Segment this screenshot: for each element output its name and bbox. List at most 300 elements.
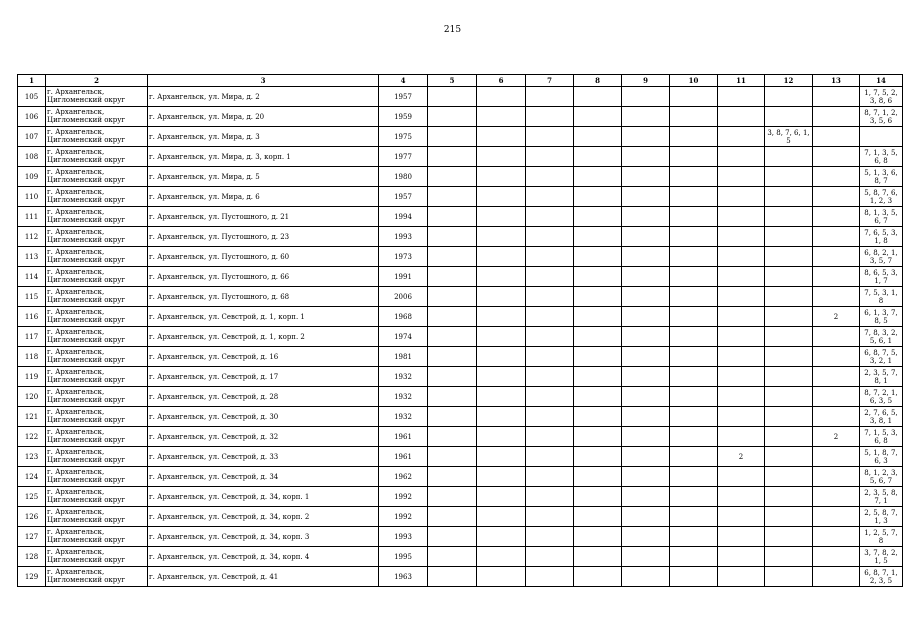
col12-cell	[765, 387, 813, 407]
col6-cell	[477, 407, 526, 427]
table-row	[18, 187, 903, 207]
col7-cell	[526, 387, 574, 407]
year-cell: 1993	[379, 227, 428, 247]
col5-cell	[428, 447, 477, 467]
col9-cell	[622, 407, 670, 427]
row-number-cell: 122	[18, 427, 46, 447]
col9-cell	[622, 107, 670, 127]
col12-cell	[765, 547, 813, 567]
district-cell: г. Архангельск, Цигломенский округ	[46, 347, 148, 367]
address-cell: г. Архангельск, ул. Мира, д. 2	[148, 87, 379, 107]
col9-cell	[622, 327, 670, 347]
address-cell: г. Архангельск, ул. Пустошного, д. 66	[148, 267, 379, 287]
col10-cell	[670, 167, 718, 187]
col8-cell	[574, 347, 622, 367]
col10-cell	[670, 327, 718, 347]
col6-cell	[477, 87, 526, 107]
year-cell: 1957	[379, 187, 428, 207]
row-number-cell: 126	[18, 507, 46, 527]
col11-cell	[718, 247, 765, 267]
table-row	[18, 527, 903, 547]
col7-cell	[526, 467, 574, 487]
col8-cell	[574, 127, 622, 147]
year-cell: 1980	[379, 167, 428, 187]
col5-cell	[428, 547, 477, 567]
col5-cell	[428, 127, 477, 147]
district-cell: г. Архангельск, Цигломенский округ	[46, 267, 148, 287]
district-cell: г. Архангельск, Цигломенский округ	[46, 107, 148, 127]
col12-cell	[765, 167, 813, 187]
col8-cell	[574, 187, 622, 207]
col13-cell	[813, 87, 860, 107]
table-row	[18, 147, 903, 167]
col6-cell	[477, 427, 526, 447]
district-cell: г. Архангельск, Цигломенский округ	[46, 487, 148, 507]
col12-cell: 3, 8, 7, 6, 1, 5	[765, 127, 813, 147]
column-header: 1	[18, 75, 46, 87]
col14-cell: 6, 8, 2, 1, 3, 5, 7	[860, 247, 903, 267]
col8-cell	[574, 147, 622, 167]
col6-cell	[477, 567, 526, 587]
address-cell: г. Архангельск, ул. Севстрой, д. 34	[148, 467, 379, 487]
col9-cell	[622, 227, 670, 247]
col8-cell	[574, 327, 622, 347]
col10-cell	[670, 267, 718, 287]
district-cell: г. Архангельск, Цигломенский округ	[46, 567, 148, 587]
col7-cell	[526, 227, 574, 247]
col9-cell	[622, 387, 670, 407]
col10-cell	[670, 567, 718, 587]
col13-cell	[813, 147, 860, 167]
col7-cell	[526, 487, 574, 507]
address-cell: г. Архангельск, ул. Севстрой, д. 17	[148, 367, 379, 387]
district-cell: г. Архангельск, Цигломенский округ	[46, 367, 148, 387]
col9-cell	[622, 207, 670, 227]
row-number-cell: 114	[18, 267, 46, 287]
col11-cell	[718, 527, 765, 547]
year-cell: 1994	[379, 207, 428, 227]
column-header: 7	[526, 75, 574, 87]
col9-cell	[622, 507, 670, 527]
col5-cell	[428, 107, 477, 127]
column-header: 6	[477, 75, 526, 87]
col14-cell: 1, 2, 5, 7, 8	[860, 527, 903, 547]
address-cell: г. Архангельск, ул. Севстрой, д. 28	[148, 387, 379, 407]
col7-cell	[526, 367, 574, 387]
col13-cell	[813, 227, 860, 247]
address-cell: г. Архангельск, ул. Пустошного, д. 60	[148, 247, 379, 267]
col8-cell	[574, 247, 622, 267]
col12-cell	[765, 307, 813, 327]
col11-cell: 2	[718, 447, 765, 467]
col13-cell	[813, 447, 860, 467]
table-row	[18, 127, 903, 147]
col8-cell	[574, 387, 622, 407]
col7-cell	[526, 327, 574, 347]
col10-cell	[670, 107, 718, 127]
table-row	[18, 567, 903, 587]
col10-cell	[670, 547, 718, 567]
col7-cell	[526, 107, 574, 127]
table-row	[18, 307, 903, 327]
table-row	[18, 87, 903, 107]
year-cell: 1992	[379, 487, 428, 507]
district-cell: г. Архангельск, Цигломенский округ	[46, 127, 148, 147]
col13-cell	[813, 487, 860, 507]
col13-cell	[813, 207, 860, 227]
col7-cell	[526, 347, 574, 367]
col5-cell	[428, 347, 477, 367]
col9-cell	[622, 187, 670, 207]
col7-cell	[526, 407, 574, 427]
column-header: 13	[813, 75, 860, 87]
row-number-cell: 129	[18, 567, 46, 587]
col10-cell	[670, 287, 718, 307]
col9-cell	[622, 147, 670, 167]
column-header: 2	[46, 75, 148, 87]
column-header: 3	[148, 75, 379, 87]
col6-cell	[477, 547, 526, 567]
district-cell: г. Архангельск, Цигломенский округ	[46, 327, 148, 347]
col13-cell	[813, 127, 860, 147]
col5-cell	[428, 527, 477, 547]
column-header: 4	[379, 75, 428, 87]
year-cell: 1981	[379, 347, 428, 367]
col6-cell	[477, 447, 526, 467]
col10-cell	[670, 527, 718, 547]
row-number-cell: 109	[18, 167, 46, 187]
col7-cell	[526, 207, 574, 227]
year-cell: 1932	[379, 367, 428, 387]
col14-cell: 5, 1, 8, 7, 6, 3	[860, 447, 903, 467]
col8-cell	[574, 547, 622, 567]
col12-cell	[765, 447, 813, 467]
year-cell: 1959	[379, 107, 428, 127]
col14-cell: 6, 8, 7, 1, 2, 3, 5	[860, 567, 903, 587]
col12-cell	[765, 407, 813, 427]
col6-cell	[477, 127, 526, 147]
col11-cell	[718, 467, 765, 487]
col13-cell	[813, 507, 860, 527]
col6-cell	[477, 207, 526, 227]
address-cell: г. Архангельск, ул. Пустошного, д. 23	[148, 227, 379, 247]
col6-cell	[477, 467, 526, 487]
col14-cell: 7, 1, 5, 3, 6, 8	[860, 427, 903, 447]
address-cell: г. Архангельск, ул. Севстрой, д. 1, корп. 2	[148, 327, 379, 347]
col13-cell: 2	[813, 307, 860, 327]
col12-cell	[765, 527, 813, 547]
row-number-cell: 116	[18, 307, 46, 327]
col12-cell	[765, 147, 813, 167]
table-row	[18, 387, 903, 407]
district-cell: г. Архангельск, Цигломенский округ	[46, 187, 148, 207]
col7-cell	[526, 547, 574, 567]
col11-cell	[718, 567, 765, 587]
col5-cell	[428, 427, 477, 447]
col14-cell: 1, 7, 5, 2, 3, 8, 6	[860, 87, 903, 107]
col10-cell	[670, 307, 718, 327]
table-row	[18, 487, 903, 507]
address-cell: г. Архангельск, ул. Севстрой, д. 1, корп. 1	[148, 307, 379, 327]
col5-cell	[428, 307, 477, 327]
col7-cell	[526, 287, 574, 307]
col11-cell	[718, 227, 765, 247]
col13-cell	[813, 407, 860, 427]
row-number-cell: 119	[18, 367, 46, 387]
col10-cell	[670, 367, 718, 387]
col8-cell	[574, 267, 622, 287]
col6-cell	[477, 307, 526, 327]
col9-cell	[622, 367, 670, 387]
year-cell: 1961	[379, 427, 428, 447]
column-header: 11	[718, 75, 765, 87]
col10-cell	[670, 147, 718, 167]
table-row	[18, 267, 903, 287]
district-cell: г. Архангельск, Цигломенский округ	[46, 227, 148, 247]
column-header: 14	[860, 75, 903, 87]
year-cell: 1962	[379, 467, 428, 487]
col9-cell	[622, 527, 670, 547]
col12-cell	[765, 267, 813, 287]
col9-cell	[622, 87, 670, 107]
col8-cell	[574, 207, 622, 227]
col8-cell	[574, 527, 622, 547]
col5-cell	[428, 327, 477, 347]
column-header: 12	[765, 75, 813, 87]
col14-cell: 5, 8, 7, 6, 1, 2, 3	[860, 187, 903, 207]
col5-cell	[428, 147, 477, 167]
row-number-cell: 115	[18, 287, 46, 307]
col5-cell	[428, 287, 477, 307]
table-row	[18, 167, 903, 187]
col7-cell	[526, 427, 574, 447]
column-header: 9	[622, 75, 670, 87]
col6-cell	[477, 187, 526, 207]
col12-cell	[765, 427, 813, 447]
table-row	[18, 467, 903, 487]
col10-cell	[670, 507, 718, 527]
row-number-cell: 117	[18, 327, 46, 347]
year-cell: 1975	[379, 127, 428, 147]
col12-cell	[765, 207, 813, 227]
address-cell: г. Архангельск, ул. Пустошного, д. 21	[148, 207, 379, 227]
column-header: 10	[670, 75, 718, 87]
col5-cell	[428, 467, 477, 487]
col7-cell	[526, 567, 574, 587]
row-number-cell: 125	[18, 487, 46, 507]
year-cell: 1963	[379, 567, 428, 587]
col8-cell	[574, 287, 622, 307]
row-number-cell: 112	[18, 227, 46, 247]
col13-cell	[813, 287, 860, 307]
col14-cell: 2, 3, 5, 7, 8, 1	[860, 367, 903, 387]
col13-cell	[813, 247, 860, 267]
col10-cell	[670, 427, 718, 447]
col7-cell	[526, 267, 574, 287]
col10-cell	[670, 247, 718, 267]
year-cell: 1973	[379, 247, 428, 267]
col7-cell	[526, 87, 574, 107]
table-row	[18, 207, 903, 227]
row-number-cell: 127	[18, 527, 46, 547]
address-cell: г. Архангельск, ул. Севстрой, д. 34, корп. 1	[148, 487, 379, 507]
col10-cell	[670, 407, 718, 427]
col11-cell	[718, 267, 765, 287]
col5-cell	[428, 267, 477, 287]
col14-cell: 6, 1, 3, 7, 8, 5	[860, 307, 903, 327]
row-number-cell: 120	[18, 387, 46, 407]
col9-cell	[622, 127, 670, 147]
table-row	[18, 287, 903, 307]
col10-cell	[670, 127, 718, 147]
col11-cell	[718, 347, 765, 367]
col8-cell	[574, 167, 622, 187]
col11-cell	[718, 547, 765, 567]
col11-cell	[718, 407, 765, 427]
col5-cell	[428, 207, 477, 227]
table-row	[18, 427, 903, 447]
col14-cell: 3, 7, 8, 2, 1, 5	[860, 547, 903, 567]
col7-cell	[526, 147, 574, 167]
col9-cell	[622, 567, 670, 587]
table-row	[18, 247, 903, 267]
col5-cell	[428, 407, 477, 427]
col6-cell	[477, 507, 526, 527]
address-cell: г. Архангельск, ул. Севстрой, д. 34, корп. 3	[148, 527, 379, 547]
col11-cell	[718, 287, 765, 307]
address-cell: г. Архангельск, ул. Мира, д. 20	[148, 107, 379, 127]
row-number-cell: 118	[18, 347, 46, 367]
col11-cell	[718, 507, 765, 527]
col11-cell	[718, 167, 765, 187]
col14-cell: 7, 1, 3, 5, 6, 8	[860, 147, 903, 167]
district-cell: г. Архангельск, Цигломенский округ	[46, 147, 148, 167]
year-cell: 1995	[379, 547, 428, 567]
col8-cell	[574, 427, 622, 447]
district-cell: г. Архангельск, Цигломенский округ	[46, 167, 148, 187]
address-cell: г. Архангельск, ул. Севстрой, д. 34, корп. 4	[148, 547, 379, 567]
row-number-cell: 113	[18, 247, 46, 267]
col9-cell	[622, 447, 670, 467]
col5-cell	[428, 247, 477, 267]
district-cell: г. Архангельск, Цигломенский округ	[46, 547, 148, 567]
col12-cell	[765, 107, 813, 127]
table-row	[18, 367, 903, 387]
col8-cell	[574, 447, 622, 467]
district-cell: г. Архангельск, Цигломенский округ	[46, 467, 148, 487]
col13-cell	[813, 547, 860, 567]
col10-cell	[670, 207, 718, 227]
address-cell: г. Архангельск, ул. Мира, д. 3	[148, 127, 379, 147]
year-cell: 1974	[379, 327, 428, 347]
col10-cell	[670, 487, 718, 507]
col10-cell	[670, 447, 718, 467]
col6-cell	[477, 267, 526, 287]
col12-cell	[765, 227, 813, 247]
col13-cell	[813, 167, 860, 187]
col7-cell	[526, 127, 574, 147]
col14-cell: 8, 7, 2, 1, 6, 3, 5	[860, 387, 903, 407]
col9-cell	[622, 347, 670, 367]
year-cell: 1932	[379, 407, 428, 427]
col7-cell	[526, 247, 574, 267]
col12-cell	[765, 87, 813, 107]
col6-cell	[477, 287, 526, 307]
col11-cell	[718, 87, 765, 107]
col14-cell: 2, 7, 6, 5, 3, 8, 1	[860, 407, 903, 427]
col12-cell	[765, 287, 813, 307]
col13-cell	[813, 387, 860, 407]
col5-cell	[428, 567, 477, 587]
col11-cell	[718, 147, 765, 167]
col12-cell	[765, 567, 813, 587]
row-number-cell: 121	[18, 407, 46, 427]
col6-cell	[477, 227, 526, 247]
col14-cell: 2, 3, 5, 8, 7, 1	[860, 487, 903, 507]
year-cell: 1968	[379, 307, 428, 327]
district-cell: г. Архангельск, Цигломенский округ	[46, 387, 148, 407]
address-cell: г. Архангельск, ул. Мира, д. 6	[148, 187, 379, 207]
page-number: 215	[443, 25, 462, 35]
row-number-cell: 105	[18, 87, 46, 107]
col12-cell	[765, 187, 813, 207]
district-cell: г. Архангельск, Цигломенский округ	[46, 507, 148, 527]
address-cell: г. Архангельск, ул. Севстрой, д. 34, корп. 2	[148, 507, 379, 527]
col6-cell	[477, 387, 526, 407]
year-cell: 1961	[379, 447, 428, 467]
col8-cell	[574, 407, 622, 427]
col8-cell	[574, 307, 622, 327]
col7-cell	[526, 527, 574, 547]
col14-cell: 8, 1, 3, 5, 6, 7	[860, 207, 903, 227]
district-cell: г. Архангельск, Цигломенский округ	[46, 247, 148, 267]
registry-table	[17, 74, 903, 587]
district-cell: г. Архангельск, Цигломенский округ	[46, 87, 148, 107]
table-row	[18, 227, 903, 247]
district-cell: г. Архангельск, Цигломенский округ	[46, 287, 148, 307]
col12-cell	[765, 507, 813, 527]
col13-cell	[813, 327, 860, 347]
address-cell: г. Архангельск, ул. Севстрой, д. 32	[148, 427, 379, 447]
district-cell: г. Архангельск, Цигломенский округ	[46, 207, 148, 227]
col14-cell	[860, 127, 903, 147]
col6-cell	[477, 167, 526, 187]
col6-cell	[477, 147, 526, 167]
address-cell: г. Архангельск, ул. Мира, д. 3, корп. 1	[148, 147, 379, 167]
district-cell: г. Архангельск, Цигломенский округ	[46, 307, 148, 327]
year-cell: 1993	[379, 527, 428, 547]
table-row	[18, 447, 903, 467]
col10-cell	[670, 87, 718, 107]
col8-cell	[574, 567, 622, 587]
col12-cell	[765, 347, 813, 367]
row-number-cell: 110	[18, 187, 46, 207]
row-number-cell: 107	[18, 127, 46, 147]
district-cell: г. Архангельск, Цигломенский округ	[46, 407, 148, 427]
col14-cell: 8, 1, 2, 3, 5, 6, 7	[860, 467, 903, 487]
col10-cell	[670, 187, 718, 207]
col5-cell	[428, 167, 477, 187]
col11-cell	[718, 107, 765, 127]
col14-cell: 8, 7, 1, 2, 3, 5, 6	[860, 107, 903, 127]
col12-cell	[765, 367, 813, 387]
col5-cell	[428, 87, 477, 107]
col5-cell	[428, 227, 477, 247]
col9-cell	[622, 307, 670, 327]
col10-cell	[670, 387, 718, 407]
col8-cell	[574, 507, 622, 527]
col9-cell	[622, 247, 670, 267]
